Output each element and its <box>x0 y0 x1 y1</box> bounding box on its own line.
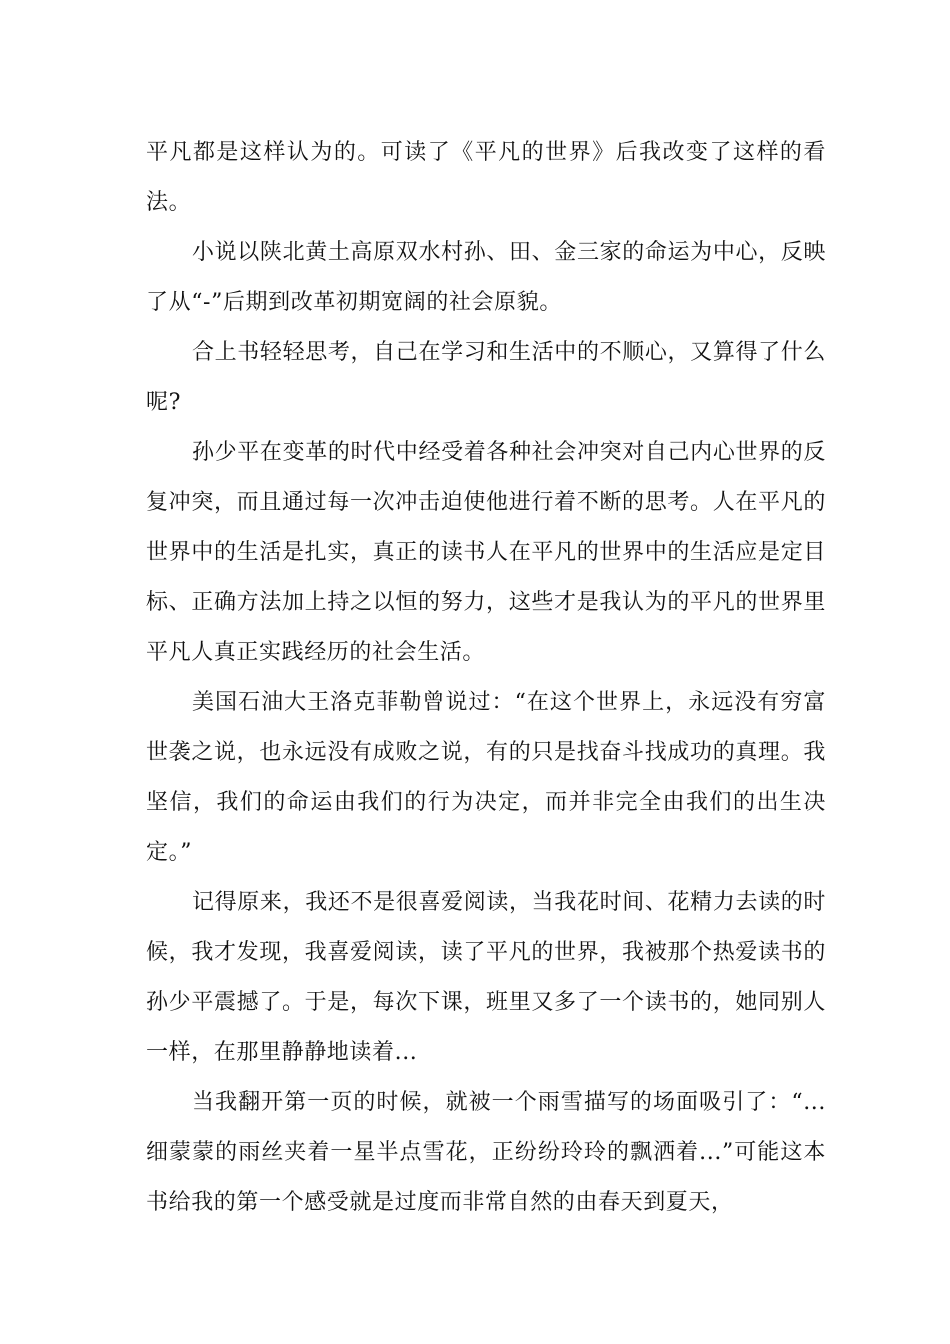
paragraph-4: 孙少平在变革的时代中经受着各种社会冲突对自己内心世界的反复冲突，而且通过每一次冲击迫使他进行着不断的思考。人在平凡的世界中的生活是扎实，真正的读书人在平凡的世界中的生活应是定目标、正确方法加上持之以恒的努力，这些才是我认为的平凡的世界里平凡人真正实践经历的社会生活。 <box>146 440 826 665</box>
document-body <box>146 128 826 1228</box>
paragraph-3: 合上书轻轻思考，自己在学习和生活中的不顺心，又算得了什么呢? <box>146 340 826 415</box>
paragraph-7: 当我翻开第一页的时候，就被一个雨雪描写的场面吸引了：“...细蒙蒙的雨丝夹着一星半点雪花，正纷纷玲玲的飘洒着...”可能这本书给我的第一个感受就是过度而非常自然的由春天到夏天， <box>146 1090 826 1215</box>
paragraph-5: 美国石油大王洛克菲勒曾说过：“在这个世界上，永远没有穷富世袭之说，也永远没有成败之说，有的只是找奋斗找成功的真理。我坚信，我们的命运由我们的行为决定，而并非完全由我们的出生决定。” <box>146 690 826 865</box>
paragraph-1: 平凡都是这样认为的。可读了《平凡的世界》后我改变了这样的看法。 <box>146 140 826 215</box>
paragraph-2: 小说以陕北黄土高原双水村孙、田、金三家的命运为中心，反映了从“-”后期到改革初期宽阔的社会原貌。 <box>146 240 826 315</box>
paragraph-6: 记得原来，我还不是很喜爱阅读，当我花时间、花精力去读的时候，我才发现，我喜爱阅读，读了平凡的世界，我被那个热爱读书的孙少平震撼了。于是，每次下课，班里又多了一个读书的，她同别人一样，在那里静静地读着... <box>146 890 826 1065</box>
